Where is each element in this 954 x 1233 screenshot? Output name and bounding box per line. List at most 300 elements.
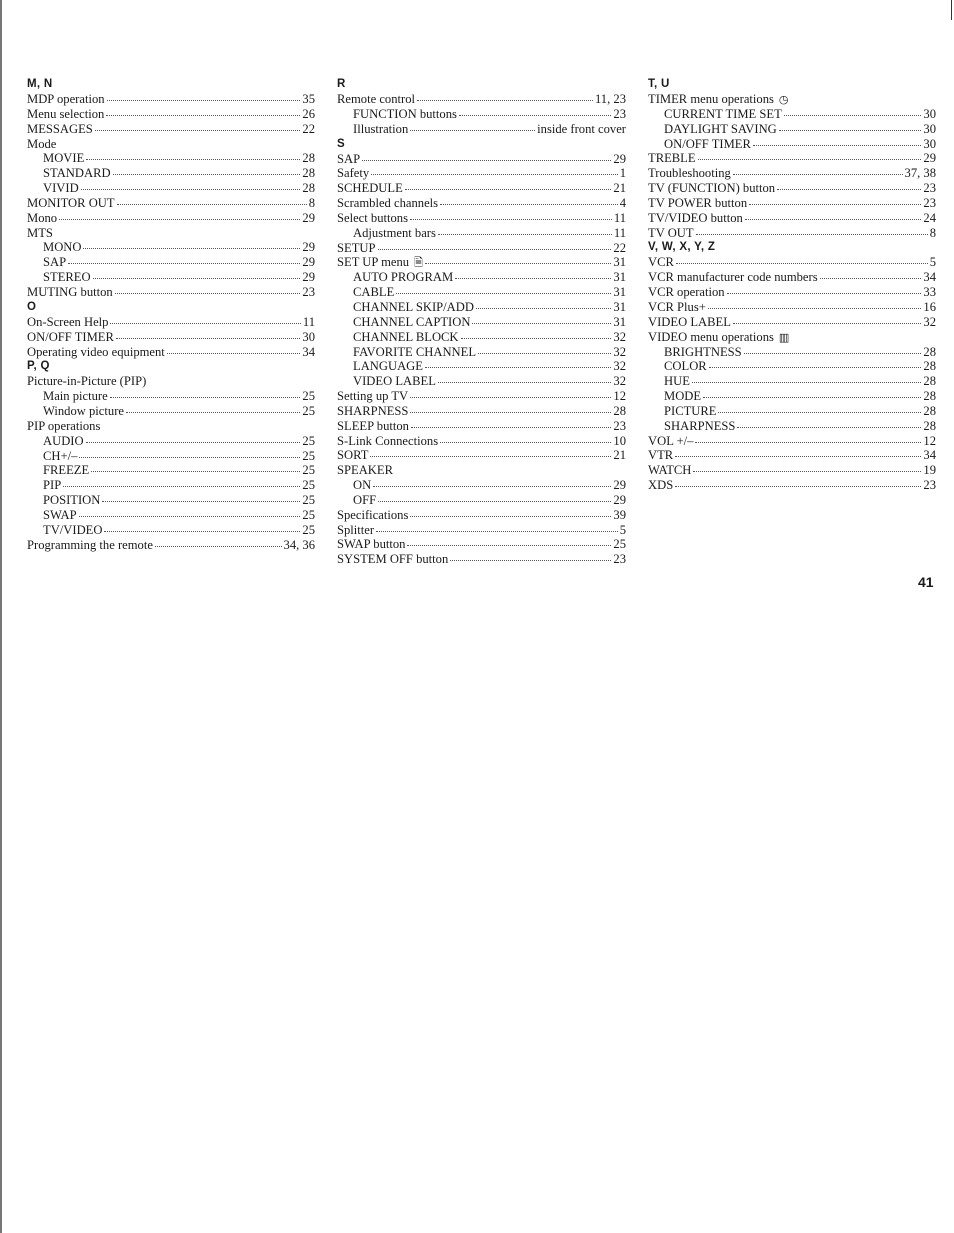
menu-icon: ◷ [778,94,789,106]
dot-leader [115,293,301,294]
entry-term: SCHEDULE [337,181,403,196]
dot-leader [438,234,612,235]
section-heading: M, N [27,78,53,90]
entry-term: CHANNEL SKIP/ADD [353,299,474,314]
dot-leader [675,486,921,487]
dot-leader [459,115,612,116]
page-number: 41 [918,574,934,590]
entry-term: SAP [337,151,361,166]
dot-leader [695,442,921,443]
entry-pages: inside front cover [537,121,626,136]
entry-pages: 28 [302,166,315,181]
entry-term: ON/OFF TIMER [664,136,751,151]
entry-pages: 26 [302,106,315,121]
entry-term: Mono [27,210,58,225]
entry-term: S-Link Connections [337,433,439,448]
index-entry [648,181,936,196]
dot-leader [63,486,300,487]
index-subentry [27,508,315,523]
entry-term: Specifications [337,507,409,522]
entry-pages: 32 [613,374,626,389]
entry-pages: 29 [613,492,626,507]
dot-leader [425,263,611,264]
entry-term: Remote control [337,92,415,106]
entry-term: VOL +/– [648,433,694,448]
entry-term: VCR operation [648,285,725,300]
entry-term: SLEEP button [337,418,409,433]
dot-leader [107,100,301,101]
index-entry [27,92,315,107]
index-entry [648,211,936,226]
entry-term: STANDARD [43,166,111,181]
entry-pages: 21 [613,448,626,463]
dot-leader [110,323,300,324]
entry-pages: 30 [923,121,936,136]
entry-term: Mode [27,136,57,151]
index-subentry [648,122,936,137]
dot-leader [779,130,922,131]
section-heading: P, Q [27,360,50,373]
index-entry [27,226,315,241]
index-entry [337,255,626,270]
entry-term: Operating video equipment [27,344,165,359]
entry-term: AUTO PROGRAM [353,270,454,285]
entry-term: Safety [337,166,370,181]
entry-term: MONITOR OUT [27,195,115,210]
dot-leader [81,189,301,190]
index-entry [337,552,626,567]
menu-icon: ▥ [778,331,790,344]
entry-pages: 5 [929,255,936,270]
index-subentry [648,137,936,152]
entry-pages: 23 [923,195,936,210]
entry-pages: 1 [619,166,626,181]
index-subentry [337,300,626,315]
dot-leader [703,397,921,398]
index-entry [27,285,315,300]
index-entry [648,315,936,330]
index-subentry [27,389,315,404]
dot-leader [362,160,611,161]
index-entry [27,330,315,345]
dot-leader [410,219,612,220]
entry-term: FREEZE [43,463,90,478]
index-subentry [337,345,626,360]
entry-pages: 23 [302,284,315,299]
entry-pages: 25 [302,493,315,508]
entry-term: SWAP button [337,537,406,552]
entry-pages: 34 [923,270,936,285]
entry-term: DAYLIGHT SAVING [664,121,777,136]
entry-pages: 32 [613,329,626,344]
entry-pages: 25 [302,448,315,463]
entry-pages: 23 [923,478,936,493]
entry-term: Setting up TV [337,389,409,404]
dot-leader [95,130,301,131]
entry-pages: 33 [923,285,936,300]
index-subentry [27,523,315,538]
dot-leader [86,442,301,443]
entry-pages: 21 [613,181,626,196]
entry-pages: 31 [613,285,626,300]
entry-pages: 28 [923,403,936,418]
entry-term: COLOR [664,359,707,374]
entry-term: VIDEO LABEL [353,374,436,389]
entry-term: SWAP [43,507,77,522]
index-subentry [27,493,315,508]
index-entry [337,419,626,434]
dot-leader [450,560,611,561]
index-subentry [337,315,626,330]
index-entry [27,137,315,152]
dot-leader [370,456,611,457]
dot-leader [59,219,300,220]
entry-pages: 25 [613,537,626,552]
entry-term: VCR [648,255,674,270]
entry-term: Window picture [43,404,124,419]
entry-term: PIP operations [27,418,101,433]
index-entry [27,211,315,226]
dot-leader [110,397,301,398]
entry-term: TREBLE [648,151,696,166]
dot-leader [378,501,611,502]
index-subentry [27,166,315,181]
dot-leader [478,353,611,354]
entry-pages: 19 [923,463,936,478]
dot-leader [410,412,611,413]
entry-pages: 29 [302,270,315,285]
dot-leader [407,545,611,546]
index-subentry [337,359,626,374]
entry-term: ON/OFF TIMER [27,329,114,344]
entry-pages: 25 [302,433,315,448]
menu-icon: 🗎 [414,257,423,270]
index-entry [27,107,315,122]
dot-leader [116,338,301,339]
index-entry [337,241,626,256]
entry-pages: 22 [302,121,315,136]
dot-leader [410,130,535,131]
entry-pages: 23 [613,418,626,433]
entry-pages: 34 [923,448,936,463]
entry-term: CURRENT TIME SET [664,106,782,121]
index-entry [648,166,936,181]
dot-leader [417,100,593,101]
index-column-2 [337,77,626,567]
dot-leader [405,189,612,190]
index-entry [648,330,936,345]
dot-leader [820,278,922,279]
dot-leader [709,367,922,368]
index-subentry [648,345,936,360]
entry-term: STEREO [43,270,91,285]
entry-pages: 23 [613,106,626,121]
entry-term: TV (FUNCTION) button [648,181,776,196]
index-entry [648,270,936,285]
index-entry [27,374,315,389]
entry-term: VIDEO LABEL [648,314,731,329]
entry-term: Main picture [43,389,108,404]
dot-leader [440,442,611,443]
entry-pages: 8 [308,195,315,210]
index-entry [648,463,936,478]
index-subentry [27,240,315,255]
entry-pages: 39 [613,507,626,522]
entry-term: BRIGHTNESS [664,344,742,359]
dot-leader [676,263,928,264]
entry-term: PICTURE [664,403,717,418]
entry-pages: 28 [923,344,936,359]
entry-term: Adjustment bars [353,225,436,240]
entry-term: Select buttons [337,210,409,225]
dot-leader [126,412,300,413]
entry-term: CH+/– [43,448,78,463]
entry-pages: 24 [923,210,936,225]
dot-leader [693,471,921,472]
entry-term: ON [353,478,372,493]
dot-leader [396,293,611,294]
dot-leader [753,145,922,146]
entry-pages: 30 [923,136,936,151]
index-entry [648,196,936,211]
index-subentry [27,404,315,419]
dot-leader [113,174,301,175]
dot-leader [472,323,611,324]
index-entry [27,122,315,137]
entry-term: MONO [43,240,82,255]
entry-pages: 11 [613,225,626,240]
entry-term: FAVORITE CHANNEL [353,344,477,359]
index-entry [27,345,315,360]
index-subentry [337,270,626,285]
entry-term: CABLE [353,285,395,300]
dot-leader [440,204,618,205]
entry-term: VIDEO menu operations [648,329,774,344]
entry-term: PIP [43,478,62,493]
entry-term: SAP [43,255,67,270]
index-subentry [27,434,315,449]
entry-pages: 12 [923,433,936,448]
entry-term: FUNCTION buttons [353,106,457,121]
entry-pages: 11 [302,314,315,329]
entry-pages: 28 [302,181,315,196]
index-subentry [648,404,936,419]
entry-pages: 25 [302,404,315,419]
entry-pages: 25 [302,522,315,537]
entry-pages: 28 [923,359,936,374]
index-subentry [337,122,626,137]
dot-leader [784,115,922,116]
index-entry [337,166,626,181]
entry-pages: 29 [613,151,626,166]
entry-term: SHARPNESS [664,418,736,433]
section-heading: V, W, X, Y, Z [648,241,716,254]
entry-pages: 8 [929,225,936,240]
entry-pages: 25 [302,463,315,478]
entry-term: Picture-in-Picture (PIP) [27,374,147,389]
entry-term: CHANNEL CAPTION [353,314,471,329]
index-entry [648,448,936,463]
section-heading: R [337,78,346,90]
dot-leader [727,293,922,294]
entry-pages: 25 [302,389,315,404]
entry-term: TV/VIDEO [43,522,103,537]
entry-term: MTS [27,225,53,240]
entry-term: Programming the remote [27,537,153,552]
entry-term: MOVIE [43,151,85,166]
dot-leader [455,278,611,279]
dot-leader [438,382,612,383]
dot-leader [476,308,611,309]
entry-term: OFF [353,492,377,507]
entry-term: SETUP [337,240,376,255]
index-subentry [337,107,626,122]
index-subentry [648,374,936,389]
dot-leader [106,115,300,116]
index-entry [648,226,936,241]
index-entry [648,285,936,300]
index-entry [337,404,626,419]
index-subentry [27,151,315,166]
entry-pages: 28 [613,403,626,418]
dot-leader [461,338,612,339]
index-entry [648,92,936,107]
entry-pages: 11, 23 [594,92,626,106]
entry-term: On-Screen Help [27,314,109,329]
dot-leader [749,204,921,205]
dot-leader [733,323,922,324]
entry-pages: 34 [302,344,315,359]
index-entry [337,537,626,552]
dot-leader [79,457,300,458]
entry-term: Illustration [353,121,409,136]
dot-leader [675,456,921,457]
dot-leader [744,353,922,354]
entry-pages: 12 [613,389,626,404]
dot-leader [777,189,921,190]
index-entry [648,255,936,270]
entry-term: HUE [664,374,690,389]
entry-pages: 28 [923,418,936,433]
index-entry [337,448,626,463]
section-heading: S [337,137,345,150]
entry-pages: 29 [923,151,936,166]
dot-leader [411,427,611,428]
index-entry [27,538,315,553]
entry-pages: 28 [302,151,315,166]
dot-leader [425,367,611,368]
dot-leader [102,501,300,502]
entry-term: CHANNEL BLOCK [353,329,459,344]
index-subentry [27,181,315,196]
entry-pages: 32 [613,359,626,374]
entry-pages: 28 [923,389,936,404]
index-entry [337,152,626,167]
dot-leader [410,516,611,517]
entry-term: MUTING button [27,284,113,299]
index-entry [648,434,936,449]
entry-pages: 31 [613,270,626,285]
entry-term: VCR Plus+ [648,299,706,314]
entry-term: SET UP menu [337,255,410,270]
entry-term: AUDIO [43,433,84,448]
dot-leader [410,397,611,398]
dot-leader [371,174,618,175]
dot-leader [79,516,301,517]
index-subentry [648,389,936,404]
dot-leader [696,234,928,235]
entry-term: SYSTEM OFF button [337,552,449,567]
index-entry [648,300,936,315]
dot-leader [378,249,612,250]
index-entry [337,434,626,449]
index-entry [337,463,626,478]
index-subentry [27,463,315,478]
index-entry [27,419,315,434]
entry-term: TV POWER button [648,195,748,210]
index-column-1 [27,77,315,552]
dot-leader [708,308,922,309]
dot-leader [167,353,301,354]
entry-term: SPEAKER [337,463,393,478]
entry-term: POSITION [43,493,101,508]
entry-pages: 25 [302,507,315,522]
entry-term: TIMER menu operations [648,92,774,106]
entry-pages: 28 [923,374,936,389]
entry-pages: 29 [302,210,315,225]
index-entry [337,196,626,211]
index-subentry [27,270,315,285]
entry-pages: 22 [613,240,626,255]
entry-term: TV OUT [648,225,694,240]
entry-pages: 30 [302,329,315,344]
entry-pages: 30 [923,106,936,121]
index-subentry [648,107,936,122]
entry-term: SHARPNESS [337,403,409,418]
entry-term: MODE [664,389,702,404]
index-entry [648,151,936,166]
scan-left-edge [0,0,2,1233]
index-entry [337,389,626,404]
index-subentry [27,478,315,493]
dot-leader [718,412,921,413]
entry-pages: 25 [302,478,315,493]
index-entry [337,523,626,538]
entry-pages: 5 [619,522,626,537]
entry-term: LANGUAGE [353,359,423,374]
entry-pages: 11 [613,210,626,225]
entry-term: MESSAGES [27,121,93,136]
entry-term: Splitter [337,522,375,537]
entry-term: VCR manufacturer code numbers [648,270,818,285]
dot-leader [376,531,618,532]
index-entry [337,508,626,523]
index-entry [27,196,315,211]
dot-leader [692,382,922,383]
entry-pages: 23 [613,552,626,567]
section-heading: O [27,300,37,313]
index-subentry [337,493,626,508]
entry-pages: 29 [613,478,626,493]
dot-leader [68,263,300,264]
entry-pages: 4 [619,196,626,211]
index-subentry [27,449,315,464]
dot-leader [733,174,903,175]
index-subentry [648,419,936,434]
index-subentry [27,255,315,270]
index-entry [27,315,315,330]
dot-leader [93,278,301,279]
